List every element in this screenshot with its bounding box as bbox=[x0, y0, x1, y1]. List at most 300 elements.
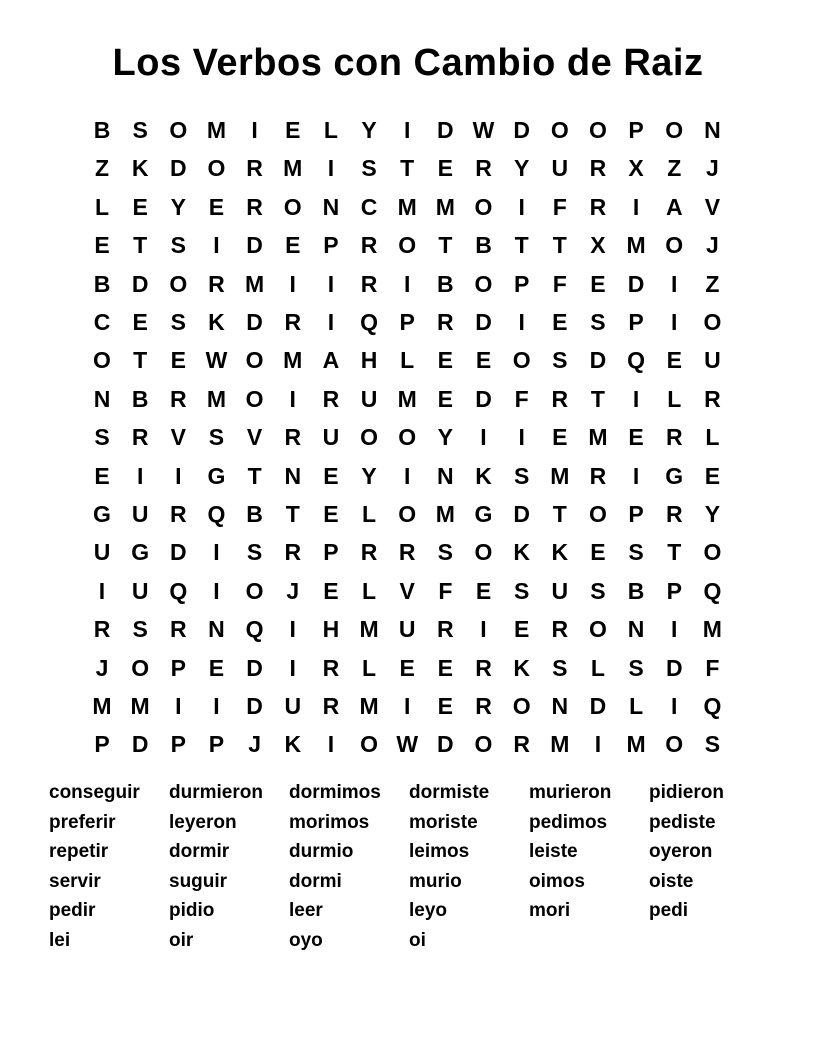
grid-letter: D bbox=[131, 270, 149, 297]
grid-letter: R bbox=[360, 539, 378, 566]
word-list-item: moriste bbox=[409, 811, 478, 833]
grid-letter: R bbox=[322, 385, 340, 412]
grid-letter: I bbox=[403, 693, 411, 719]
grid-letter: I bbox=[518, 193, 525, 220]
grid-letter: K bbox=[131, 155, 149, 182]
grid-letter: Z bbox=[94, 155, 110, 182]
grid-letter: O bbox=[207, 155, 226, 182]
grid-letter: G bbox=[131, 539, 150, 566]
grid-letter: P bbox=[628, 117, 644, 143]
grid-letter: P bbox=[628, 309, 644, 335]
grid-letter: K bbox=[475, 462, 492, 489]
grid-letter: O bbox=[665, 117, 684, 143]
grid-letter: I bbox=[289, 654, 296, 681]
grid-letter: W bbox=[396, 731, 419, 758]
grid-letter: O bbox=[245, 577, 264, 604]
grid-letter: I bbox=[671, 309, 678, 335]
grid-letter: E bbox=[437, 693, 454, 719]
grid-letter: E bbox=[513, 616, 530, 643]
word-list-item: leimos bbox=[409, 841, 470, 863]
grid-letter: I bbox=[480, 616, 487, 643]
grid-letter: M bbox=[206, 117, 227, 143]
grid-letter: L bbox=[400, 347, 415, 374]
grid-letter: I bbox=[327, 155, 335, 182]
grid-letter: C bbox=[360, 193, 378, 220]
grid-letter: O bbox=[245, 385, 264, 412]
grid-letter: R bbox=[398, 539, 416, 566]
grid-letter: X bbox=[590, 232, 606, 259]
grid-letter: N bbox=[437, 462, 454, 489]
grid-letter: R bbox=[589, 193, 607, 220]
grid-letter: I bbox=[671, 270, 678, 297]
grid-letter: G bbox=[207, 462, 226, 489]
grid-letter: E bbox=[399, 654, 415, 681]
grid-letter: O bbox=[169, 270, 188, 297]
grid-letter: I bbox=[213, 577, 220, 604]
word-list-item: oyeron bbox=[649, 841, 713, 863]
grid-letter: Y bbox=[437, 424, 454, 451]
grid-letter: E bbox=[666, 347, 682, 374]
grid-letter: N bbox=[704, 117, 721, 143]
word-list-item: oi bbox=[409, 930, 426, 951]
grid-letter: U bbox=[131, 501, 149, 527]
grid-letter: I bbox=[671, 693, 678, 719]
grid-letter: K bbox=[551, 539, 569, 566]
grid-letter: I bbox=[98, 577, 106, 604]
grid-letter: E bbox=[590, 539, 606, 566]
grid-letter: R bbox=[437, 309, 454, 335]
grid-letter: U bbox=[284, 693, 302, 719]
grid-letter: R bbox=[475, 693, 492, 719]
grid-letter: R bbox=[284, 424, 302, 451]
grid-letter: T bbox=[133, 232, 148, 259]
grid-letter: I bbox=[518, 309, 525, 335]
word-list-item: servir bbox=[49, 870, 101, 892]
grid-letter: L bbox=[667, 385, 682, 412]
grid-letter: M bbox=[130, 693, 150, 719]
grid-letter: I bbox=[632, 385, 640, 412]
word-list-item: dormiste bbox=[409, 782, 490, 803]
grid-letter: E bbox=[437, 385, 454, 412]
grid-letter: S bbox=[170, 309, 186, 335]
grid-letter: I bbox=[136, 462, 144, 489]
grid-letter: B bbox=[475, 232, 492, 259]
word-list-item: leer bbox=[289, 900, 323, 922]
grid-letter: F bbox=[438, 577, 453, 604]
grid-letter: G bbox=[93, 501, 111, 527]
grid-letter: S bbox=[628, 539, 644, 566]
grid-letter: E bbox=[590, 270, 606, 297]
grid-letter: Y bbox=[361, 117, 377, 143]
grid-letter: T bbox=[285, 501, 300, 527]
grid-letter: R bbox=[665, 424, 683, 451]
grid-letter: S bbox=[132, 616, 148, 643]
grid-letter: I bbox=[289, 616, 296, 643]
grid-letter: I bbox=[175, 462, 182, 489]
grid-letter: K bbox=[513, 654, 530, 681]
grid-letter: E bbox=[704, 462, 721, 489]
word-list-item: murieron bbox=[529, 782, 612, 803]
grid-letter: D bbox=[627, 270, 645, 297]
grid-letter: B bbox=[437, 270, 454, 297]
grid-letter: M bbox=[359, 616, 379, 643]
grid-letter: I bbox=[175, 693, 182, 719]
grid-letter: M bbox=[626, 232, 646, 259]
grid-letter: R bbox=[246, 155, 263, 182]
grid-letter: T bbox=[552, 232, 567, 259]
word-list-item: murio bbox=[409, 870, 462, 892]
grid-letter: E bbox=[208, 654, 225, 681]
grid-letter: R bbox=[475, 155, 492, 182]
grid-letter: D bbox=[437, 117, 454, 143]
grid-letter: E bbox=[132, 309, 148, 335]
grid-letter: O bbox=[588, 501, 607, 527]
grid-letter: G bbox=[665, 462, 684, 489]
grid-letter: L bbox=[629, 693, 644, 719]
grid-letter: S bbox=[513, 462, 530, 489]
grid-letter: P bbox=[666, 577, 682, 604]
grid-letter: T bbox=[514, 232, 529, 259]
grid-letter: O bbox=[474, 731, 493, 758]
grid-letter: M bbox=[245, 270, 265, 297]
word-list-item: leiste bbox=[529, 841, 578, 863]
grid-letter: I bbox=[671, 616, 678, 643]
grid-letter: R bbox=[131, 424, 149, 451]
grid-letter: R bbox=[169, 385, 187, 412]
grid-letter: O bbox=[360, 731, 378, 758]
grid-letter: D bbox=[437, 731, 454, 758]
grid-letter: I bbox=[213, 539, 220, 566]
grid-letter: Z bbox=[667, 155, 682, 182]
word-list-item: dormi bbox=[289, 870, 342, 892]
grid-letter: S bbox=[552, 654, 568, 681]
grid-letter: I bbox=[403, 270, 411, 297]
grid-letter: N bbox=[208, 616, 225, 643]
grid-letter: J bbox=[705, 232, 719, 259]
grid-letter: E bbox=[94, 462, 110, 489]
grid-letter: J bbox=[95, 654, 109, 681]
grid-letter: F bbox=[705, 654, 720, 681]
grid-letter: T bbox=[438, 232, 453, 259]
word-list-item: morimos bbox=[289, 811, 370, 833]
grid-letter: V bbox=[246, 424, 263, 451]
grid-letter: E bbox=[552, 309, 568, 335]
grid-letter: Y bbox=[513, 155, 530, 182]
grid-letter: E bbox=[170, 347, 186, 374]
grid-letter: P bbox=[323, 232, 339, 259]
grid-letter: O bbox=[169, 117, 188, 143]
grid-letter: I bbox=[289, 270, 296, 297]
grid-letter: R bbox=[665, 501, 683, 527]
grid-letter: Q bbox=[627, 347, 646, 374]
grid-letter: S bbox=[513, 577, 530, 604]
grid-letter: R bbox=[93, 616, 111, 643]
grid-letter: M bbox=[283, 155, 303, 182]
grid-letter: D bbox=[246, 654, 263, 681]
grid-letter: N bbox=[93, 385, 111, 412]
grid-letter: D bbox=[475, 309, 492, 335]
word-list-item: durmio bbox=[289, 841, 354, 863]
grid-letter: O bbox=[398, 501, 417, 527]
grid-letter: Y bbox=[704, 501, 721, 527]
grid-letter: M bbox=[435, 193, 455, 220]
grid-letter: P bbox=[208, 731, 225, 758]
grid-letter: E bbox=[437, 155, 454, 182]
grid-letter: M bbox=[206, 385, 227, 412]
grid-letter: P bbox=[323, 539, 339, 566]
word-list-item: lei bbox=[49, 930, 71, 951]
grid-letter: L bbox=[590, 654, 605, 681]
grid-letter: I bbox=[403, 462, 411, 489]
word-list-item: conseguir bbox=[49, 782, 140, 803]
grid-letter: R bbox=[589, 155, 607, 182]
grid-letter: V bbox=[399, 577, 415, 604]
grid-letter: W bbox=[472, 117, 495, 143]
grid-letter: R bbox=[475, 654, 492, 681]
page-title: Los Verbos con Cambio de Raiz bbox=[112, 42, 704, 84]
grid-letter: O bbox=[360, 424, 378, 451]
grid-letter: D bbox=[513, 117, 530, 143]
word-list-item: oimos bbox=[529, 870, 585, 892]
grid-letter: R bbox=[551, 616, 569, 643]
grid-letter: N bbox=[551, 693, 569, 719]
grid-letter: R bbox=[169, 616, 187, 643]
grid-letter: I bbox=[632, 193, 640, 220]
grid-letter: M bbox=[435, 501, 455, 527]
grid-letter: R bbox=[704, 385, 721, 412]
grid-letter: E bbox=[552, 424, 568, 451]
grid-letter: M bbox=[550, 731, 570, 758]
grid-letter: U bbox=[551, 155, 569, 182]
grid-letter: S bbox=[94, 424, 110, 451]
grid-letter: E bbox=[437, 654, 454, 681]
word-list-item: durmieron bbox=[169, 782, 263, 803]
grid-letter: I bbox=[213, 693, 220, 719]
grid-letter: T bbox=[133, 347, 148, 374]
word-list-item: oiste bbox=[649, 870, 694, 892]
grid-letter: O bbox=[245, 347, 264, 374]
grid-letter: J bbox=[705, 155, 719, 182]
word-list-item: repetir bbox=[49, 841, 109, 863]
grid-letter: K bbox=[513, 539, 530, 566]
grid-letter: Q bbox=[245, 616, 264, 643]
grid-letter: M bbox=[283, 347, 303, 374]
grid-letter: I bbox=[403, 117, 411, 143]
grid-letter: E bbox=[628, 424, 644, 451]
grid-letter: R bbox=[589, 462, 607, 489]
grid-letter: C bbox=[93, 309, 111, 335]
grid-letter: M bbox=[397, 385, 417, 412]
grid-letter: T bbox=[552, 501, 567, 527]
grid-letter: T bbox=[400, 155, 415, 182]
word-list-item: mori bbox=[529, 900, 571, 922]
grid-letter: S bbox=[132, 117, 148, 143]
grid-letter: I bbox=[632, 462, 640, 489]
grid-letter: E bbox=[94, 232, 110, 259]
grid-letter: E bbox=[437, 347, 454, 374]
word-list-item: pidio bbox=[169, 900, 215, 922]
grid-letter: D bbox=[169, 539, 187, 566]
grid-letter: W bbox=[205, 347, 228, 374]
word-list-item: pidieron bbox=[649, 782, 724, 803]
grid-letter: I bbox=[518, 424, 525, 451]
grid-letter: D bbox=[246, 232, 263, 259]
grid-letter: M bbox=[550, 462, 570, 489]
grid-letter: O bbox=[474, 539, 493, 566]
grid-letter: J bbox=[286, 577, 300, 604]
grid-letter: P bbox=[513, 270, 530, 297]
grid-letter: O bbox=[588, 616, 607, 643]
grid-letter: U bbox=[322, 424, 340, 451]
grid-letter: G bbox=[474, 501, 493, 527]
grid-letter: O bbox=[665, 232, 684, 259]
word-list-item: pedir bbox=[49, 900, 96, 922]
grid-letter: E bbox=[323, 462, 339, 489]
grid-letter: D bbox=[513, 501, 530, 527]
grid-letter: I bbox=[327, 731, 335, 758]
grid-letter: K bbox=[284, 731, 302, 758]
grid-letter: B bbox=[627, 577, 645, 604]
grid-letter: O bbox=[283, 193, 302, 220]
grid-letter: M bbox=[397, 193, 417, 220]
grid-letter: L bbox=[362, 577, 377, 604]
grid-letter: B bbox=[93, 270, 111, 297]
grid-letter: L bbox=[323, 117, 338, 143]
grid-letter: R bbox=[360, 232, 378, 259]
grid-letter: T bbox=[247, 462, 262, 489]
grid-letter: Q bbox=[169, 577, 188, 604]
grid-letter: D bbox=[589, 693, 607, 719]
grid-letter: V bbox=[170, 424, 186, 451]
grid-letter: N bbox=[284, 462, 302, 489]
grid-letter: M bbox=[702, 616, 722, 643]
grid-letter: P bbox=[399, 309, 415, 335]
grid-letter: L bbox=[705, 424, 720, 451]
grid-letter: T bbox=[590, 385, 605, 412]
grid-letter: S bbox=[590, 309, 606, 335]
grid-letter: D bbox=[665, 654, 683, 681]
grid-letter: O bbox=[398, 232, 417, 259]
grid-letter: D bbox=[131, 731, 149, 758]
grid-letter: D bbox=[246, 693, 263, 719]
grid-letter: A bbox=[322, 347, 340, 374]
grid-letter: U bbox=[398, 616, 416, 643]
grid-letter: S bbox=[208, 424, 225, 451]
grid-letter: S bbox=[590, 577, 606, 604]
grid-letter: O bbox=[512, 347, 531, 374]
grid-letter: Y bbox=[170, 193, 186, 220]
grid-letter: U bbox=[551, 577, 569, 604]
grid-letter: O bbox=[474, 270, 493, 297]
grid-letter: E bbox=[475, 347, 492, 374]
grid-letter: I bbox=[289, 385, 296, 412]
grid-letter: S bbox=[704, 731, 721, 758]
grid-letter: L bbox=[362, 501, 377, 527]
grid-letter: H bbox=[360, 347, 378, 374]
grid-letter: O bbox=[588, 117, 607, 143]
grid-letter: F bbox=[514, 385, 529, 412]
grid-letter: B bbox=[93, 117, 111, 143]
grid-letter: V bbox=[704, 193, 721, 220]
grid-letter: U bbox=[360, 385, 378, 412]
grid-letter: R bbox=[322, 693, 340, 719]
grid-letter: N bbox=[322, 193, 340, 220]
grid-letter: S bbox=[552, 347, 568, 374]
grid-letter: D bbox=[475, 385, 492, 412]
grid-letter: F bbox=[552, 193, 567, 220]
grid-letter: U bbox=[131, 577, 149, 604]
grid-letter: X bbox=[628, 155, 644, 182]
grid-letter: F bbox=[552, 270, 567, 297]
grid-letter: R bbox=[284, 539, 302, 566]
grid-letter: B bbox=[246, 501, 263, 527]
word-list-item: oyo bbox=[289, 930, 323, 951]
word-list-item: pedimos bbox=[529, 811, 608, 833]
grid-letter: A bbox=[665, 193, 683, 220]
grid-letter: Q bbox=[360, 309, 378, 335]
grid-letter: S bbox=[170, 232, 186, 259]
grid-letter: M bbox=[92, 693, 112, 719]
grid-letter: M bbox=[359, 693, 379, 719]
grid-letter: D bbox=[246, 309, 263, 335]
grid-letter: D bbox=[589, 347, 607, 374]
grid-letter: K bbox=[208, 309, 225, 335]
grid-letter: Q bbox=[703, 577, 722, 604]
grid-letter: I bbox=[251, 117, 258, 143]
grid-letter: R bbox=[169, 501, 187, 527]
grid-letter: P bbox=[94, 731, 110, 758]
grid-letter: B bbox=[131, 385, 149, 412]
grid-letter: R bbox=[208, 270, 225, 297]
grid-letter: I bbox=[327, 309, 335, 335]
grid-letter: I bbox=[594, 731, 602, 758]
grid-letter: Y bbox=[361, 462, 377, 489]
grid-letter: O bbox=[93, 347, 111, 374]
grid-letter: L bbox=[362, 654, 377, 681]
grid-letter: S bbox=[246, 539, 263, 566]
grid-letter: S bbox=[628, 654, 644, 681]
word-list-item: suguir bbox=[169, 870, 228, 892]
grid-letter: S bbox=[361, 155, 377, 182]
grid-letter: R bbox=[284, 309, 302, 335]
grid-letter: O bbox=[474, 193, 493, 220]
grid-letter: E bbox=[475, 577, 492, 604]
grid-letter: U bbox=[93, 539, 111, 566]
grid-letter: E bbox=[323, 577, 339, 604]
grid-letter: I bbox=[327, 270, 335, 297]
grid-letter: H bbox=[322, 616, 340, 643]
grid-letter: E bbox=[285, 117, 301, 143]
grid-letter: E bbox=[285, 232, 301, 259]
word-list-item: dormir bbox=[169, 841, 230, 863]
word-list-item: preferir bbox=[49, 811, 116, 833]
grid-letter: P bbox=[170, 654, 186, 681]
grid-letter: Q bbox=[703, 693, 722, 719]
grid-letter: R bbox=[246, 193, 263, 220]
grid-letter: E bbox=[132, 193, 148, 220]
grid-letter: O bbox=[703, 309, 722, 335]
grid-letter: R bbox=[360, 270, 378, 297]
grid-letter: O bbox=[398, 424, 417, 451]
grid-letter: Z bbox=[705, 270, 720, 297]
grid-letter: E bbox=[208, 193, 225, 220]
grid-letter: I bbox=[213, 232, 220, 259]
grid-letter: L bbox=[94, 193, 110, 220]
grid-letter: E bbox=[323, 501, 339, 527]
grid-letter: O bbox=[512, 693, 531, 719]
grid-letter: U bbox=[704, 347, 721, 374]
grid-letter: O bbox=[665, 731, 684, 758]
